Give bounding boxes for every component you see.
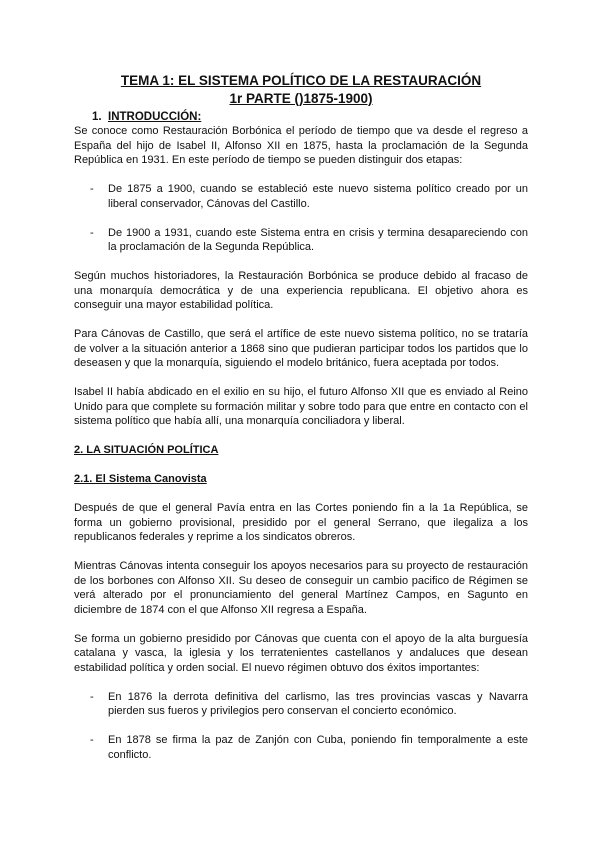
bullet-marker: - [90,183,94,195]
bullet-text: En 1876 la derrota definitiva del carlismo, las tres provincias vascas y Navarra pierden sus fueros y privilegios pero conservan el concierto económico. [108,690,528,717]
intro-paragraph-4: Isabel II había abdicado en el exilio en su hijo, el futuro Alfonso XII que es enviado al Reino Unido para que complete su formación militar y sobre todo para que entre en contacto con el sistema político que había allí, una monarquía conciliadora y liberal. [74,386,528,427]
bullet-marker: - [90,690,94,703]
section-1-title: INTRODUCCIÓN: [108,111,202,123]
section-1-number: 1. [92,111,102,123]
document-title: TEMA 1: EL SISTEMA POLÍTICO DE LA RESTAURACIÓN [120,73,482,88]
section-2-1-paragraph-2: Mientras Cánovas intenta conseguir los apoyos necesarios para su proyecto de restauración de los borbones con Alfonso XII. Su deseo de conseguir un cambio pacifico de Régimen se verá alterado por el pronunciamiento del general Martínez Campos, en Sagunto en diciembre de 1874 con el que Alfonso XII regresa a España. [74,560,528,616]
bullet-marker: - [90,734,94,746]
intro-paragraph-1: Se conoce como Restauración Borbónica el período de tiempo que va desde el regreso a España del hijo de Isabel II, Alfonso XII en 1875, hasta la proclamación de la Segunda República en 1931. En este período de tiempo se pueden distinguir dos etapas: [74,125,528,166]
bullet-text: De 1875 a 1900, cuando se estableció este nuevo sistema político creado por un liberal conservador, Cánovas del Castillo. [108,183,528,210]
document-page [74,72,528,762]
section-2-1-paragraph-1: Después de que el general Pavía entra en las Cortes poniendo fin a la 1a República, se forma un gobierno provisional, presidido por el general Serrano, que ilegaliza a los republicanos federales y reprime a los sindicatos obreros. [74,502,528,543]
document-subtitle: 1r PARTE ()1875-1900) [229,91,373,106]
section-2-1-heading: 2.1. El Sistema Canovista [74,473,207,485]
intro-paragraph-3: Para Cánovas de Castillo, que será el artífice de este nuevo sistema político, no se trataría de volver a la situación anterior a 1868 sino que pudieran participar todos los partidos que lo deseasen y que la monarquía, siguiendo el modelo británico, fuera aceptada por todos. [74,328,528,369]
intro-bullet-2 [74,226,528,255]
intro-bullet-1 [74,182,528,211]
section-2-1-bullet-2 [74,733,528,762]
section-1-heading [92,110,528,124]
bullet-marker: - [90,226,94,239]
bullet-text: En 1878 se firma la paz de Zanjón con Cuba, poniendo fin temporalmente a este conflicto. [108,734,528,761]
intro-paragraph-2: Según muchos historiadores, la Restauración Borbónica se produce debido al fracaso de una monarquía democrática y de una experiencia republicana. El objetivo ahora es conseguir una mayor estabilidad política. [74,270,528,311]
section-2-1-paragraph-3: Se forma un gobierno presidido por Cánovas que cuenta con el apoyo de la alta burguesía catalana y vasca, la iglesia y los terratenientes castellanos y andaluces que desean estabilidad política y orden social. El nuevo régimen obtuvo dos éxitos importantes: [74,632,528,674]
section-2-heading: 2. LA SITUACIÓN POLÍTICA [74,444,219,456]
bullet-text: De 1900 a 1931, cuando este Sistema entra en crisis y termina desapareciendo con la proclamación de la Segunda República. [108,226,528,253]
section-2-1-bullet-1 [74,690,528,719]
